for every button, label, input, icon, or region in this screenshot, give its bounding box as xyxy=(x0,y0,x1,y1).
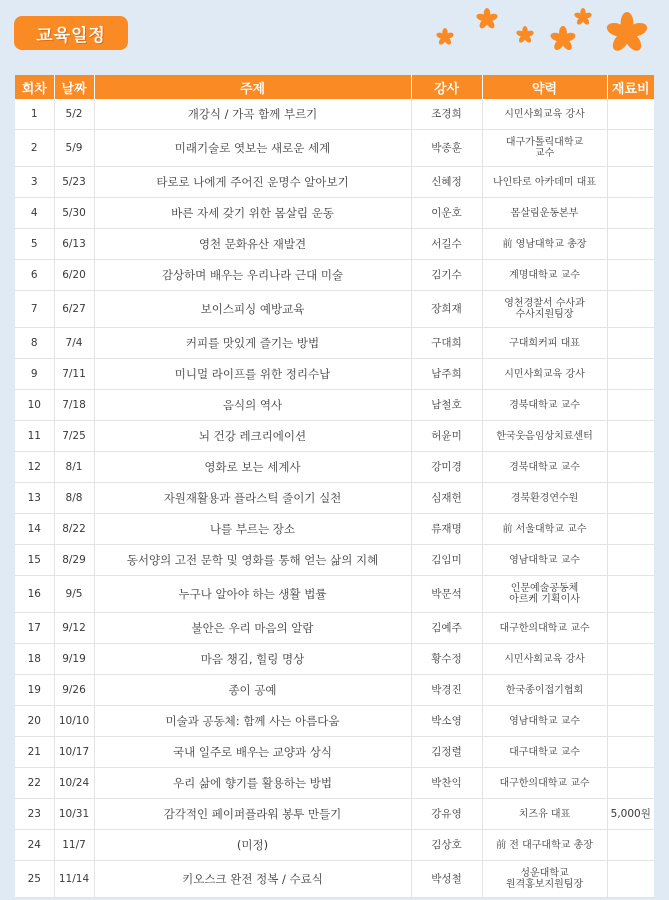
topic-cell: 음식의 역사 xyxy=(94,390,411,421)
lecturer-cell: 김기수 xyxy=(411,260,482,291)
table-row xyxy=(15,576,654,613)
fee-cell xyxy=(607,545,654,576)
col-header-fee: 재료비 xyxy=(607,75,654,99)
lecturer-cell: 황수정 xyxy=(411,644,482,675)
career-cell: 나인타로 아카데미 대표 xyxy=(482,167,607,198)
table-header-row xyxy=(15,75,654,99)
table-row xyxy=(15,390,654,421)
career-cell: 시민사회교육 강사 xyxy=(482,644,607,675)
flower-icon xyxy=(476,8,498,30)
date-cell: 6/20 xyxy=(54,260,94,291)
session-cell: 22 xyxy=(15,768,54,799)
lecturer-cell: 김상호 xyxy=(411,830,482,861)
topic-cell: 감각적인 페이퍼플라워 봉투 만들기 xyxy=(94,799,411,830)
lecturer-cell: 이운호 xyxy=(411,198,482,229)
session-cell: 5 xyxy=(15,229,54,260)
session-cell: 17 xyxy=(15,613,54,644)
date-cell: 8/1 xyxy=(54,452,94,483)
topic-cell: 키오스크 완전 정복 / 수료식 xyxy=(94,861,411,898)
career-cell: 영남대학교 교수 xyxy=(482,706,607,737)
date-cell: 10/10 xyxy=(54,706,94,737)
flower-icon xyxy=(550,26,576,52)
table-row xyxy=(15,644,654,675)
topic-cell: 자원재활용과 플라스틱 줄이기 실천 xyxy=(94,483,411,514)
date-cell: 10/31 xyxy=(54,799,94,830)
session-cell: 11 xyxy=(15,421,54,452)
table-row xyxy=(15,706,654,737)
session-cell: 25 xyxy=(15,861,54,898)
flower-icon xyxy=(436,28,454,46)
career-cell: 경북환경연수원 xyxy=(482,483,607,514)
session-cell: 3 xyxy=(15,167,54,198)
table-row xyxy=(15,545,654,576)
career-cell: 영천경찰서 수사과 수사지원팀장 xyxy=(482,291,607,328)
lecturer-cell: 허윤미 xyxy=(411,421,482,452)
table-row xyxy=(15,737,654,768)
fee-cell xyxy=(607,130,654,167)
session-cell: 18 xyxy=(15,644,54,675)
career-cell: 구대희커피 대표 xyxy=(482,328,607,359)
date-cell: 8/22 xyxy=(54,514,94,545)
topic-cell: 우리 삶에 향기를 활용하는 방법 xyxy=(94,768,411,799)
fee-cell xyxy=(607,861,654,898)
fee-cell xyxy=(607,737,654,768)
section-badge: 교육일정 xyxy=(14,16,128,50)
table-row xyxy=(15,830,654,861)
fee-cell: 5,000원 xyxy=(607,799,654,830)
table-row xyxy=(15,229,654,260)
table-row xyxy=(15,452,654,483)
fee-cell xyxy=(607,99,654,130)
lecturer-cell: 강미경 xyxy=(411,452,482,483)
table-row xyxy=(15,514,654,545)
topic-cell: 불안은 우리 마음의 알람 xyxy=(94,613,411,644)
session-cell: 24 xyxy=(15,830,54,861)
session-cell: 7 xyxy=(15,291,54,328)
lecturer-cell: 박종훈 xyxy=(411,130,482,167)
fee-cell xyxy=(607,613,654,644)
col-header-date: 날짜 xyxy=(54,75,94,99)
fee-cell xyxy=(607,167,654,198)
session-cell: 6 xyxy=(15,260,54,291)
lecturer-cell: 심재헌 xyxy=(411,483,482,514)
topic-cell: 동서양의 고전 문학 및 영화를 통해 얻는 삶의 지혜 xyxy=(94,545,411,576)
date-cell: 11/14 xyxy=(54,861,94,898)
fee-cell xyxy=(607,644,654,675)
career-cell: 계명대학교 교수 xyxy=(482,260,607,291)
lecturer-cell: 조경희 xyxy=(411,99,482,130)
topic-cell: 영천 문화유산 재발견 xyxy=(94,229,411,260)
table-row xyxy=(15,291,654,328)
topic-cell: 미술과 공동체: 함께 사는 아름다움 xyxy=(94,706,411,737)
session-cell: 2 xyxy=(15,130,54,167)
table-row xyxy=(15,613,654,644)
schedule-table xyxy=(15,75,654,898)
lecturer-cell: 박찬익 xyxy=(411,768,482,799)
session-cell: 12 xyxy=(15,452,54,483)
lecturer-cell: 박성철 xyxy=(411,861,482,898)
date-cell: 9/26 xyxy=(54,675,94,706)
date-cell: 5/23 xyxy=(54,167,94,198)
fee-cell xyxy=(607,421,654,452)
date-cell: 9/12 xyxy=(54,613,94,644)
session-cell: 20 xyxy=(15,706,54,737)
topic-cell: 영화로 보는 세계사 xyxy=(94,452,411,483)
session-cell: 4 xyxy=(15,198,54,229)
career-cell: 대구대학교 교수 xyxy=(482,737,607,768)
col-header-career: 약력 xyxy=(482,75,607,99)
career-cell: 대구가톨릭대학교 교수 xyxy=(482,130,607,167)
topic-cell: 개강식 / 가곡 함께 부르기 xyxy=(94,99,411,130)
date-cell: 5/2 xyxy=(54,99,94,130)
table-row xyxy=(15,359,654,390)
date-cell: 7/11 xyxy=(54,359,94,390)
table-row xyxy=(15,861,654,898)
date-cell: 9/5 xyxy=(54,576,94,613)
lecturer-cell: 남주희 xyxy=(411,359,482,390)
career-cell: 前 서울대학교 교수 xyxy=(482,514,607,545)
career-cell: 몸살림운동본부 xyxy=(482,198,607,229)
fee-cell xyxy=(607,390,654,421)
session-cell: 1 xyxy=(15,99,54,130)
date-cell: 5/9 xyxy=(54,130,94,167)
fee-cell xyxy=(607,675,654,706)
session-cell: 10 xyxy=(15,390,54,421)
table-row xyxy=(15,483,654,514)
date-cell: 9/19 xyxy=(54,644,94,675)
career-cell: 시민사회교육 강사 xyxy=(482,359,607,390)
session-cell: 21 xyxy=(15,737,54,768)
topic-cell: 커피를 맛있게 즐기는 방법 xyxy=(94,328,411,359)
fee-cell xyxy=(607,830,654,861)
table-row xyxy=(15,328,654,359)
lecturer-cell: 김예주 xyxy=(411,613,482,644)
date-cell: 6/27 xyxy=(54,291,94,328)
career-cell: 성운대학교 원격홍보지원팀장 xyxy=(482,861,607,898)
date-cell: 7/25 xyxy=(54,421,94,452)
fee-cell xyxy=(607,359,654,390)
topic-cell: 감상하며 배우는 우리나라 근대 미술 xyxy=(94,260,411,291)
fee-cell xyxy=(607,483,654,514)
fee-cell xyxy=(607,260,654,291)
table-row xyxy=(15,421,654,452)
career-cell: 대구한의대학교 교수 xyxy=(482,768,607,799)
topic-cell: 바른 자세 갖기 위한 몸살림 운동 xyxy=(94,198,411,229)
career-cell: 시민사회교육 강사 xyxy=(482,99,607,130)
fee-cell xyxy=(607,706,654,737)
table-row xyxy=(15,799,654,830)
date-cell: 8/8 xyxy=(54,483,94,514)
topic-cell: 국내 일주로 배우는 교양과 상식 xyxy=(94,737,411,768)
topic-cell: 미래기술로 엿보는 새로운 세계 xyxy=(94,130,411,167)
col-header-lecturer: 강사 xyxy=(411,75,482,99)
career-cell: 영남대학교 교수 xyxy=(482,545,607,576)
session-cell: 9 xyxy=(15,359,54,390)
fee-cell xyxy=(607,229,654,260)
topic-cell: 타로로 나에게 주어진 운명수 알아보기 xyxy=(94,167,411,198)
lecturer-cell: 구대희 xyxy=(411,328,482,359)
table-row xyxy=(15,260,654,291)
col-header-topic: 주제 xyxy=(94,75,411,99)
lecturer-cell: 박경진 xyxy=(411,675,482,706)
lecturer-cell: 김임미 xyxy=(411,545,482,576)
col-header-session: 회차 xyxy=(15,75,54,99)
table-row xyxy=(15,167,654,198)
fee-cell xyxy=(607,291,654,328)
fee-cell xyxy=(607,328,654,359)
fee-cell xyxy=(607,576,654,613)
topic-cell: 미니멀 라이프를 위한 정리수납 xyxy=(94,359,411,390)
topic-cell: 나를 부르는 장소 xyxy=(94,514,411,545)
lecturer-cell: 박문석 xyxy=(411,576,482,613)
session-cell: 13 xyxy=(15,483,54,514)
topic-cell: 누구나 알아야 하는 생활 법률 xyxy=(94,576,411,613)
fee-cell xyxy=(607,198,654,229)
topic-cell: 종이 공예 xyxy=(94,675,411,706)
topic-cell: (미정) xyxy=(94,830,411,861)
session-cell: 15 xyxy=(15,545,54,576)
date-cell: 11/7 xyxy=(54,830,94,861)
flower-icon xyxy=(574,8,592,26)
session-cell: 14 xyxy=(15,514,54,545)
session-cell: 19 xyxy=(15,675,54,706)
fee-cell xyxy=(607,452,654,483)
date-cell: 7/4 xyxy=(54,328,94,359)
date-cell: 10/24 xyxy=(54,768,94,799)
career-cell: 한국웃음임상치료센터 xyxy=(482,421,607,452)
session-cell: 8 xyxy=(15,328,54,359)
lecturer-cell: 박소영 xyxy=(411,706,482,737)
flower-icon xyxy=(516,26,534,44)
date-cell: 10/17 xyxy=(54,737,94,768)
topic-cell: 뇌 건강 레크리에이션 xyxy=(94,421,411,452)
fee-cell xyxy=(607,514,654,545)
career-cell: 한국종이접기협회 xyxy=(482,675,607,706)
career-cell: 前 전 대구대학교 총장 xyxy=(482,830,607,861)
date-cell: 8/29 xyxy=(54,545,94,576)
topic-cell: 마음 챙김, 힐링 명상 xyxy=(94,644,411,675)
table-row xyxy=(15,675,654,706)
lecturer-cell: 서길수 xyxy=(411,229,482,260)
table-row xyxy=(15,130,654,167)
lecturer-cell: 신혜정 xyxy=(411,167,482,198)
table-row xyxy=(15,99,654,130)
lecturer-cell: 남철호 xyxy=(411,390,482,421)
flower-icon xyxy=(606,12,648,54)
table-row xyxy=(15,198,654,229)
career-cell: 대구한의대학교 교수 xyxy=(482,613,607,644)
session-cell: 23 xyxy=(15,799,54,830)
career-cell: 경북대학교 교수 xyxy=(482,452,607,483)
lecturer-cell: 강유영 xyxy=(411,799,482,830)
lecturer-cell: 류재명 xyxy=(411,514,482,545)
career-cell: 인문예술공동체 아르케 기획이사 xyxy=(482,576,607,613)
session-cell: 16 xyxy=(15,576,54,613)
lecturer-cell: 장희재 xyxy=(411,291,482,328)
date-cell: 5/30 xyxy=(54,198,94,229)
date-cell: 6/13 xyxy=(54,229,94,260)
career-cell: 치즈유 대표 xyxy=(482,799,607,830)
table-row xyxy=(15,768,654,799)
career-cell: 경북대학교 교수 xyxy=(482,390,607,421)
lecturer-cell: 김정렬 xyxy=(411,737,482,768)
fee-cell xyxy=(607,768,654,799)
career-cell: 前 영남대학교 총장 xyxy=(482,229,607,260)
date-cell: 7/18 xyxy=(54,390,94,421)
topic-cell: 보이스피싱 예방교육 xyxy=(94,291,411,328)
